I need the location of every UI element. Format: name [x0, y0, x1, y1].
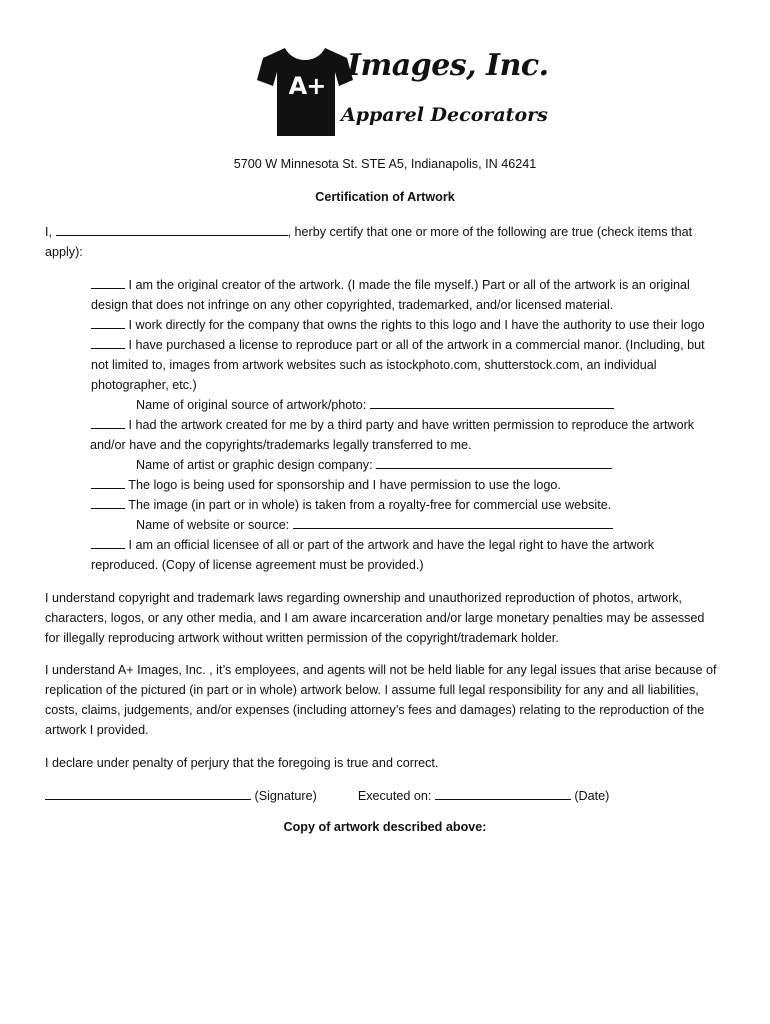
website-source-field[interactable] [293, 516, 613, 529]
checklist-item-company-employee [91, 315, 731, 335]
declaration-text: I declare under penalty of perjury that the foregoing is true and correct. [45, 756, 439, 770]
paragraph-line: costs, claims, judgements, and/or expenses (including attorney’s fees and damages) relating to the reproduction of the [45, 703, 705, 717]
check-blank[interactable] [91, 536, 125, 549]
item-text: not limited to, images from artwork websites such as istockphoto.com, shutterstock.com, an individual [91, 358, 657, 372]
intro-prefix: I, [45, 225, 52, 239]
checklist-item-sponsorship [91, 475, 731, 495]
logo-shirt-text: A+ [288, 72, 326, 100]
checklist-item-original-creator [91, 275, 731, 315]
source-name-label: Name of original source of artwork/photo: [136, 398, 367, 412]
paragraph-line: characters, logos, or any other media, and I am aware incarceration and/or large monetary penalties may be assessed [45, 611, 705, 625]
checklist-item-royalty-free [91, 495, 731, 515]
check-blank[interactable] [91, 416, 125, 429]
paragraph-line: for illegally reproducing artwork without written permission of the copyright/trademark holder. [45, 631, 559, 645]
intro-paragraph [45, 222, 735, 262]
artist-name-label: Name of artist or graphic design company: [136, 458, 373, 472]
executed-label: Executed on: [357, 789, 432, 803]
check-blank[interactable] [91, 316, 125, 329]
artwork-copy-heading: Copy of artwork described above: [283, 820, 487, 834]
item-text: The image (in part or in whole) is taken from a royalty-free for commercial use website. [128, 498, 612, 512]
checklist-item-purchased-license [91, 335, 731, 395]
company-address: 5700 W Minnesota St. STE A5, Indianapolis, IN 46241 [233, 157, 537, 171]
artist-name-field[interactable] [376, 456, 612, 469]
company-logo [255, 42, 549, 140]
item-text: photographer, etc.) [91, 378, 197, 392]
date-label: (Date) [574, 789, 610, 803]
checklist-item-third-party [91, 415, 731, 455]
date-field[interactable] [435, 787, 571, 800]
intro-line2: apply): [45, 245, 83, 259]
item-text: I work directly for the company that owns the rights to this logo and I have the authority to use their logo [128, 318, 705, 332]
check-blank[interactable] [91, 496, 125, 509]
paragraph-line: I understand A+ Images, Inc. , it’s employees, and agents will not be held liable for any legal issues that arise because of [45, 663, 717, 677]
item-text: and/or have and the copyrights/trademarks legally transferred to me. [90, 438, 472, 452]
paragraph-line: I understand copyright and trademark laws regarding ownership and unauthorized reproduction of photos, artwork, [45, 591, 683, 605]
item-text: reproduced. (Copy of license agreement must be provided.) [91, 558, 424, 572]
paragraph-line: artwork I provided. [45, 723, 149, 737]
item-text: I am the original creator of the artwork. (I made the file myself.) Part or all of the artwork is an original [128, 278, 690, 292]
item-text: design that does not infringe on any other copyrighted, trademarked, and/or licensed material. [91, 298, 614, 312]
website-source-label: Name of website or source: [136, 518, 290, 532]
signature-label: (Signature) [254, 789, 317, 803]
check-blank[interactable] [91, 336, 125, 349]
signature-row [45, 787, 609, 803]
artist-name-row [136, 455, 612, 475]
paragraph-line: replication of the pictured (in part or in whole) artwork below. I assume full legal responsibility for any and all liabilities, [45, 683, 699, 697]
item-text: I had the artwork created for me by a third party and have written permission to reproduce the artwork [128, 418, 695, 432]
check-blank[interactable] [91, 476, 125, 489]
name-blank-field[interactable] [56, 223, 288, 236]
signature-field[interactable] [45, 787, 251, 800]
logo-tagline: Apparel Decorators [341, 104, 548, 126]
item-text: I have purchased a license to reproduce part or all of the artwork in a commercial manor. (Including, but [128, 338, 705, 352]
item-text: I am an official licensee of all or part of the artwork and have the legal right to have the artwork [128, 538, 654, 552]
liability-paragraph [45, 660, 735, 740]
copyright-paragraph [45, 588, 735, 648]
checklist-item-official-licensee [91, 535, 731, 575]
intro-suffix: , herby certify that one or more of the following are true (check items that [287, 225, 693, 239]
source-name-field[interactable] [370, 396, 614, 409]
source-name-row [136, 395, 614, 415]
check-blank[interactable] [91, 276, 125, 289]
logo-company-name: Images, Inc. [347, 48, 549, 83]
website-source-row [136, 515, 613, 535]
item-text: The logo is being used for sponsorship and I have permission to use the logo. [128, 478, 561, 492]
document-title: Certification of Artwork [315, 190, 455, 204]
